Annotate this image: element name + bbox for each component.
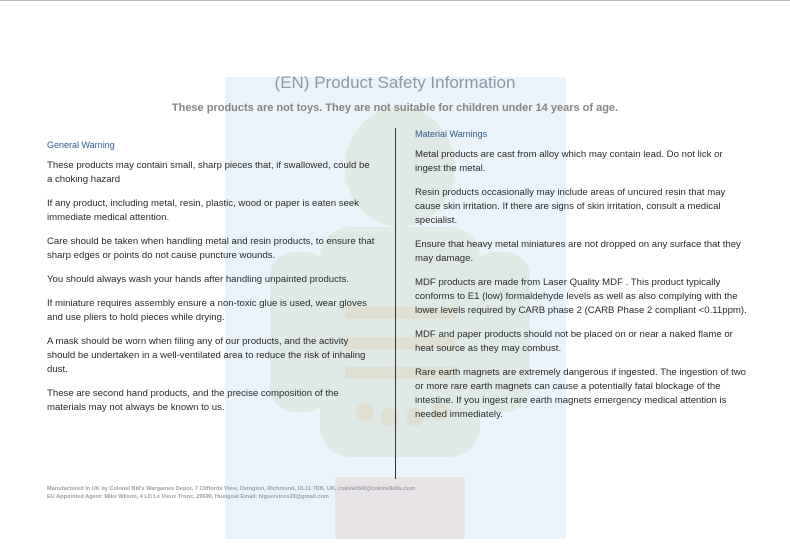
page-title: (EN) Product Safety Information [274,73,516,92]
manufacturer-footer [47,485,747,501]
material-paragraph: Metal products are cast from alloy which may contain lead. Do not lick or ingest the metal. [415,149,723,174]
warning-paragraph: These products may contain small, sharp pieces that, if swallowed, could be a choking hazard [47,160,370,185]
warning-paragraph: You should always wash your hands after handling unpainted products. [47,274,350,285]
general-warning-column [47,139,377,425]
warning-paragraph: Care should be taken when handling metal and resin products, to ensure that sharp edges or points do not cause puncture wounds. [47,236,375,261]
general-warning-heading: General Warning [47,140,115,150]
eu-agent-line: EU Appointed Agent: Mike Wilson, 4 LD Le Vieux Tronc, 29690, Huelgoat Email: hlgservices29@gmail.com [47,494,329,500]
material-paragraph: Resin products occasionally may include areas of uncured resin that may cause skin irritation. If there are signs of skin irritation, consult a medical specialist. [415,187,726,226]
top-rule [0,0,790,1]
material-warnings-heading: Material Warnings [415,129,488,139]
warning-paragraph: If any product, including metal, resin, plastic, wood or paper is eaten seek immediate medical attention. [47,198,359,223]
warning-paragraph: A mask should be worn when filing any of our products, and the activity should be undertaken in a well-ventilated area to reduce the risk of inhaling dust. [47,336,366,375]
warning-paragraph: If miniature requires assembly ensure a non-toxic glue is used, wear gloves and use pliers to hold pieces while drying. [47,298,367,323]
warning-paragraph: These are second hand products, and the precise composition of the materials may not always be known to us. [47,388,339,413]
age-warning-subtitle: These products are not toys. They are not suitable for children under 14 years of age. [171,102,619,114]
column-divider [395,128,396,479]
material-paragraph: Ensure that heavy metal miniatures are not dropped on any surface that they may damage. [415,239,741,264]
material-paragraph: MDF products are made from Laser Quality MDF . This product typically conforms to E1 (low) formaldehyde levels as well as also complying with the lower levels required by CARB phase 2 (CARB Phase 2 compliant <0.11ppm). [415,277,747,316]
material-warnings-column [415,128,750,432]
material-paragraph: MDF and paper products should not be placed on or near a naked flame or heat source as they may combust. [415,329,733,354]
manufacturer-line: Manufactured in UK by Colonel Bill's Wargames Depot, 7 Cliffords View, Ovington, Richmond, DL11 7DB, UK, colonelbill@colonelbills.com [47,486,416,492]
material-paragraph: Rare earth magnets are extremely dangerous if ingested. The ingestion of two or more rare earth magnets can cause a potentially fatal blockage of the intestine. If you ingest rare earth magnets emergency medical attention is needed immediately. [415,367,746,420]
